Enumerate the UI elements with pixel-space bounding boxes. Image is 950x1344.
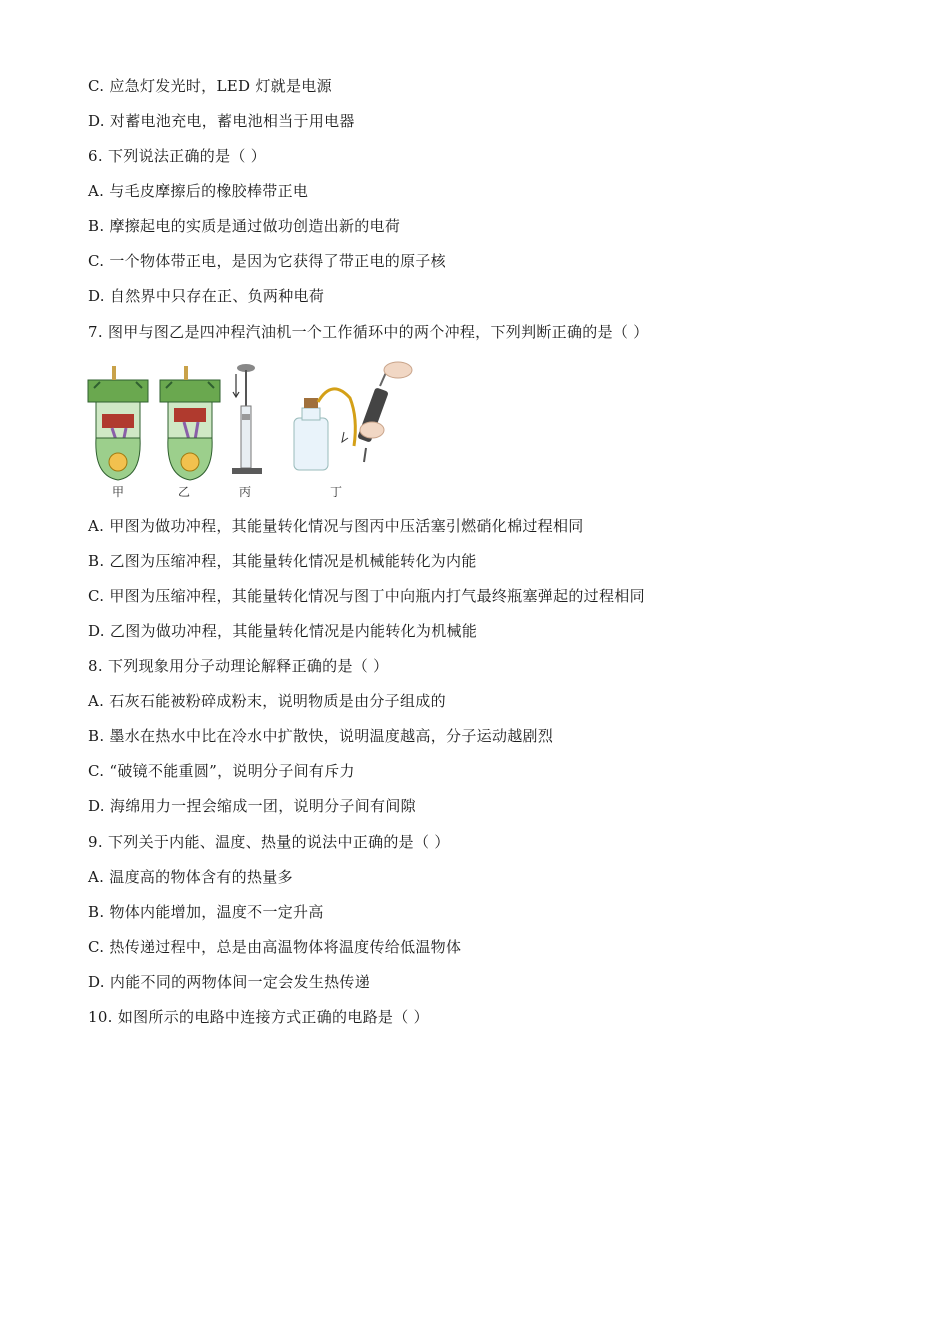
option-9b: B. 物体内能增加，温度不一定升高 <box>88 903 324 921</box>
option-6d: D. 自然界中只存在正、负两种电荷 <box>88 287 325 305</box>
figure-caption-yi: 乙 <box>178 485 191 499</box>
figure-caption-jia: 甲 <box>112 485 125 499</box>
figure-caption-ding: 丁 <box>330 485 343 499</box>
option-6a: A. 与毛皮摩擦后的橡胶棒带正电 <box>88 182 309 200</box>
option-7a: A. 甲图为做功冲程，其能量转化情况与图丙中压活塞引燃硝化棉过程相同 <box>88 517 584 535</box>
question-6: 6. 下列说法正确的是（ ） <box>88 147 267 165</box>
option-8a: A. 石灰石能被粉碎成粉末，说明物质是由分子组成的 <box>88 692 446 710</box>
option-7c: C. 甲图为压缩冲程，其能量转化情况与图丁中向瓶内打气最终瓶塞弹起的过程相同 <box>88 587 645 605</box>
option-5c: C. 应急灯发光时，LED 灯就是电源 <box>88 77 332 95</box>
option-8b: B. 墨水在热水中比在冷水中扩散快，说明温度越高，分子运动越剧烈 <box>88 727 554 745</box>
question-10: 10. 如图所示的电路中连接方式正确的电路是（ ） <box>88 1008 429 1026</box>
option-9a: A. 温度高的物体含有的热量多 <box>88 868 293 886</box>
option-8d: D. 海绵用力一捏会缩成一团，说明分子间有间隙 <box>88 797 416 815</box>
engine-jia-illustration <box>88 366 148 480</box>
option-6c: C. 一个物体带正电，是因为它获得了带正电的原子核 <box>88 252 446 270</box>
option-9c: C. 热传递过程中，总是由高温物体将温度传给低温物体 <box>88 938 462 956</box>
option-7b: B. 乙图为压缩冲程，其能量转化情况是机械能转化为内能 <box>88 552 477 570</box>
option-8c: C. “破镜不能重圆”，说明分子间有斥力 <box>88 762 355 780</box>
option-6b: B. 摩擦起电的实质是通过做功创造出新的电荷 <box>88 217 401 235</box>
engine-stroke-figure <box>82 358 442 504</box>
option-9d: D. 内能不同的两物体间一定会发生热传递 <box>88 973 371 991</box>
question-9: 9. 下列关于内能、温度、热量的说法中正确的是（ ） <box>88 833 450 851</box>
bottle-pump-illustration <box>294 362 412 470</box>
question-8: 8. 下列现象用分子动理论解释正确的是（ ） <box>88 657 389 675</box>
option-7d: D. 乙图为做功冲程，其能量转化情况是内能转化为机械能 <box>88 622 478 640</box>
question-7: 7. 图甲与图乙是四冲程汽油机一个工作循环中的两个冲程，下列判断正确的是（ ） <box>88 323 649 341</box>
compression-cylinder-illustration <box>232 364 262 474</box>
figure-caption-bing: 丙 <box>239 485 252 499</box>
engine-yi-illustration <box>160 366 220 480</box>
option-5d: D. 对蓄电池充电，蓄电池相当于用电器 <box>88 112 355 130</box>
